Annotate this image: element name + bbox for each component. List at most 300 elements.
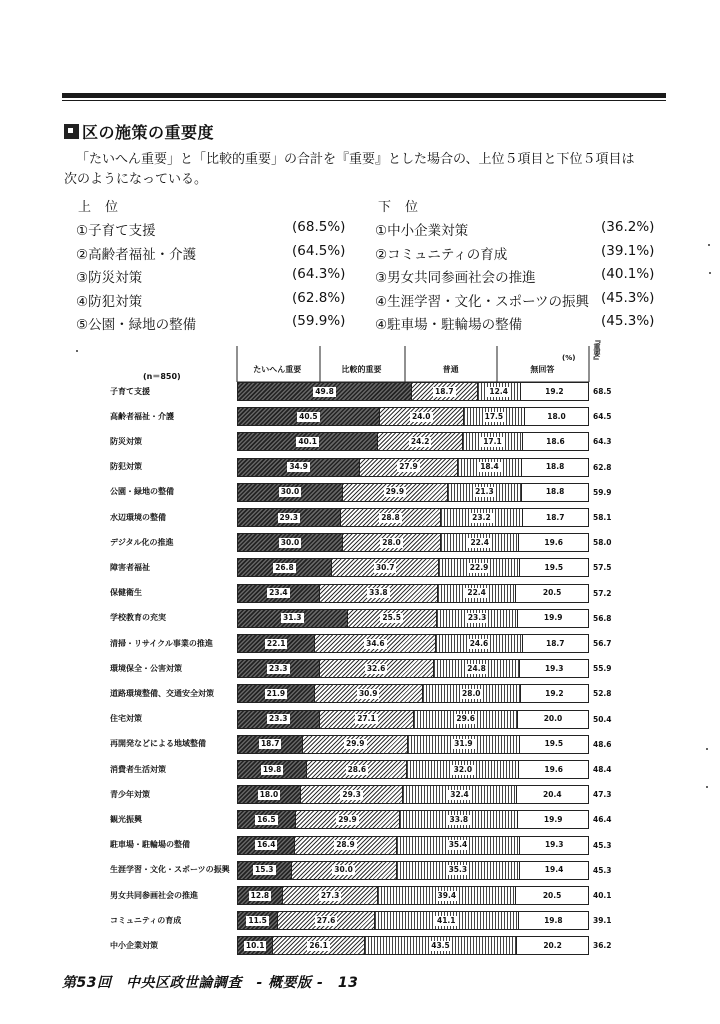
total-value: 45.3 <box>593 840 612 850</box>
value-label: 30.0 <box>280 537 300 547</box>
category-label: 男女共同参画社会の推進 <box>110 890 198 900</box>
chart-row <box>0 810 720 829</box>
value-label: 18.6 <box>546 436 565 446</box>
category-label: コミュニティの育成 <box>110 915 182 925</box>
stacked-bar <box>237 584 589 603</box>
total-value: 45.3 <box>593 865 612 875</box>
category-label: 清掃・リサイクル事業の推進 <box>110 638 213 648</box>
neutral-segment <box>400 811 518 828</box>
no-answer-segment <box>523 635 588 652</box>
value-label: 18.8 <box>545 462 565 472</box>
value-label: 19.2 <box>545 386 564 396</box>
value-label: 19.5 <box>544 562 564 572</box>
chart-row <box>0 785 720 804</box>
top-rank-item: ②高齢者福祉・介護 <box>76 246 197 263</box>
no-answer-segment <box>517 937 588 954</box>
value-label: 41.1 <box>437 915 456 925</box>
legend-label: 比較的重要 <box>341 365 382 374</box>
value-label: 24.8 <box>467 663 486 673</box>
total-value: 64.3 <box>593 437 612 447</box>
value-label: 49.8 <box>315 386 334 396</box>
total-value: 56.8 <box>593 613 612 623</box>
chart-row <box>0 684 720 703</box>
value-label: 18.4 <box>480 462 499 472</box>
category-label: 青少年対策 <box>110 789 150 799</box>
value-label: 28.0 <box>382 537 401 547</box>
fairly-important-segment <box>380 408 464 425</box>
fairly-important-segment <box>283 887 379 904</box>
value-label: 28.6 <box>347 764 367 774</box>
value-label: 18.7 <box>545 638 565 648</box>
section-title-text: 区の施策の重要度 <box>82 123 215 142</box>
total-value: 58.0 <box>593 538 612 548</box>
chart-row <box>0 432 720 451</box>
value-label: 29.9 <box>385 487 405 497</box>
bottom-heading: 下位 <box>378 200 433 215</box>
very-important-segment <box>238 610 348 627</box>
value-label: 20.0 <box>543 714 563 724</box>
value-label: 34.6 <box>366 638 385 648</box>
value-label: 22.9 <box>469 562 489 572</box>
neutral-segment <box>414 711 518 728</box>
value-label: 20.5 <box>542 588 562 598</box>
stacked-bar <box>237 861 589 880</box>
chart-row <box>0 760 720 779</box>
very-important-segment <box>238 862 292 879</box>
fairly-important-segment <box>296 811 401 828</box>
no-answer-segment <box>520 559 588 576</box>
value-label: 19.8 <box>544 915 563 925</box>
value-label: 40.5 <box>299 411 318 421</box>
neutral-segment <box>423 685 521 702</box>
chart-row <box>0 609 720 628</box>
legend-label: 普通 <box>442 365 459 374</box>
value-label: 16.5 <box>257 814 276 824</box>
no-answer-segment <box>519 912 588 929</box>
no-answer-segment <box>518 610 588 627</box>
value-label: 27.6 <box>316 915 336 925</box>
very-important-segment <box>238 559 332 576</box>
value-label: 16.4 <box>256 840 276 850</box>
value-label: 19.9 <box>543 814 563 824</box>
very-important-segment <box>238 786 301 803</box>
value-label: 17.5 <box>484 411 504 421</box>
stacked-bar <box>237 609 589 628</box>
unit-label: (%) <box>562 354 576 362</box>
neutral-segment <box>365 937 517 954</box>
no-answer-segment <box>521 383 588 400</box>
no-answer-segment <box>522 459 588 476</box>
very-important-segment <box>238 887 283 904</box>
value-label: 18.7 <box>545 512 565 522</box>
stacked-bar <box>237 911 589 930</box>
total-value: 50.4 <box>593 714 612 724</box>
top-rank-item: ①子育て支援 <box>76 223 156 239</box>
total-value: 59.9 <box>593 487 612 497</box>
chart-row <box>0 483 720 502</box>
stacked-bar <box>237 634 589 653</box>
chart-row <box>0 659 720 678</box>
fairly-important-segment <box>303 736 408 753</box>
total-value: 39.1 <box>593 916 612 926</box>
no-answer-segment <box>516 887 588 904</box>
category-label: 環境保全・公害対策 <box>110 663 182 673</box>
value-label: 23.2 <box>472 512 491 522</box>
very-important-segment <box>238 433 378 450</box>
value-label: 19.2 <box>545 688 564 698</box>
total-value: 46.4 <box>593 815 612 825</box>
value-label: 24.2 <box>410 436 430 446</box>
stacked-bar <box>237 886 589 905</box>
stacked-bar <box>237 458 589 477</box>
neutral-segment <box>437 610 519 627</box>
value-label: 32.4 <box>450 789 469 799</box>
fairly-important-segment <box>348 610 437 627</box>
stacked-bar <box>237 558 589 577</box>
category-label: 住宅対策 <box>110 714 142 724</box>
chart-row <box>0 584 720 603</box>
value-label: 31.9 <box>454 739 473 749</box>
bottom-rank-pct: (40.1%) <box>601 266 655 282</box>
very-important-segment <box>238 408 380 425</box>
value-label: 23.3 <box>269 663 288 673</box>
value-label: 18.0 <box>547 411 566 421</box>
chart-row <box>0 407 720 426</box>
top-rank-item: ④防犯対策 <box>76 293 143 310</box>
chart-row <box>0 710 720 729</box>
chart-row <box>0 458 720 477</box>
category-label: 障害者福祉 <box>110 562 150 572</box>
stacked-bar <box>237 432 589 451</box>
no-answer-segment <box>516 585 588 602</box>
value-label: 32.6 <box>366 663 386 673</box>
category-label: 学校教育の充実 <box>110 613 166 623</box>
bottom-rank-pct: (45.3%) <box>601 289 655 306</box>
value-label: 27.9 <box>399 462 418 472</box>
fairly-important-segment <box>295 837 396 854</box>
bottom-rank-item: ③男女共同参画社会の推進 <box>375 270 536 286</box>
value-label: 18.7 <box>260 739 280 749</box>
value-label: 20.2 <box>543 940 562 950</box>
very-important-segment <box>238 459 360 476</box>
value-label: 22.4 <box>470 537 489 547</box>
value-label: 29.3 <box>342 789 361 799</box>
no-answer-segment <box>520 862 588 879</box>
neutral-segment <box>441 534 519 551</box>
value-label: 20.5 <box>542 890 562 900</box>
fairly-important-segment <box>360 459 458 476</box>
no-answer-segment <box>517 786 588 803</box>
chart-row <box>0 558 720 577</box>
bottom-rank-pct: (36.2%) <box>601 219 655 235</box>
stacked-bar <box>237 810 589 829</box>
category-label: 中小企業対策 <box>110 940 158 950</box>
value-label: 34.9 <box>289 462 308 472</box>
value-label: 39.4 <box>437 890 457 900</box>
value-label: 21.9 <box>266 688 286 698</box>
top-rank-pct: (62.8%) <box>292 289 346 306</box>
intro-line-2: 次のようになっている。 <box>64 172 208 187</box>
neutral-segment <box>439 559 519 576</box>
total-value: 40.1 <box>593 891 612 900</box>
very-important-segment <box>238 635 315 652</box>
intro-line-1: 「たいへん重要」と「比較的重要」の合計を『重要』とした場合の、上位５項目と下位５項目は <box>76 152 635 167</box>
value-label: 24.6 <box>469 638 489 648</box>
category-label: 水辺環境の整備 <box>110 512 166 522</box>
page-footer: 第53回 中央区政世論調査 - 概要版 - 13 <box>62 975 359 991</box>
category-label: 保健衛生 <box>110 588 142 598</box>
total-value: 64.5 <box>593 412 612 422</box>
chart-row <box>0 533 720 552</box>
value-label: 18.0 <box>259 789 279 799</box>
neutral-segment <box>434 660 521 677</box>
value-label: 17.1 <box>483 436 502 446</box>
scan-speck <box>706 786 708 788</box>
value-label: 25.5 <box>382 613 401 623</box>
category-label: デジタル化の推進 <box>110 537 174 547</box>
category-label: 観光振興 <box>110 814 142 824</box>
category-label: 公園・緑地の整備 <box>110 487 174 497</box>
stacked-bar <box>237 735 589 754</box>
top-rank-pct: (64.5%) <box>292 242 346 259</box>
total-value: 57.5 <box>593 563 612 573</box>
very-important-segment <box>238 484 343 501</box>
value-label: 26.8 <box>275 562 294 572</box>
total-value: 36.2 <box>593 941 612 951</box>
value-label: 20.4 <box>543 789 562 799</box>
value-label: 27.1 <box>357 714 376 724</box>
no-answer-segment <box>519 761 588 778</box>
fairly-important-segment <box>343 484 448 501</box>
very-important-segment <box>238 509 341 526</box>
value-label: 22.4 <box>467 588 486 598</box>
value-label: 19.8 <box>262 764 282 774</box>
no-answer-segment <box>525 408 588 425</box>
top-rank-pct: (64.3%) <box>292 266 346 282</box>
fairly-important-segment <box>301 786 403 803</box>
stacked-bar <box>237 710 589 729</box>
value-label: 19.9 <box>543 613 563 623</box>
value-label: 12.8 <box>250 890 270 900</box>
fairly-important-segment <box>315 685 423 702</box>
neutral-segment <box>407 761 519 778</box>
value-label: 33.8 <box>449 814 469 824</box>
very-important-segment <box>238 585 320 602</box>
fairly-important-segment <box>332 559 440 576</box>
no-answer-segment <box>520 660 588 677</box>
chart-row <box>0 836 720 855</box>
bottom-rank-pct: (45.3%) <box>601 313 655 329</box>
value-label: 29.3 <box>279 512 299 522</box>
total-value: 52.8 <box>593 689 612 699</box>
neutral-segment <box>403 786 516 803</box>
stacked-bar <box>237 760 589 779</box>
scan-speck <box>708 244 710 246</box>
no-answer-segment <box>519 534 588 551</box>
bottom-rank-pct: (39.1%) <box>601 242 655 259</box>
scan-speck <box>76 350 78 352</box>
scan-speck <box>706 748 708 750</box>
stacked-bar <box>237 407 589 426</box>
value-label: 19.5 <box>544 739 564 749</box>
neutral-segment <box>436 635 522 652</box>
neutral-segment <box>441 509 522 526</box>
value-label: 28.9 <box>336 840 355 850</box>
very-important-segment <box>238 937 273 954</box>
legend-label: 無回答 <box>530 365 555 374</box>
value-label: 19.4 <box>544 865 564 875</box>
neutral-segment <box>438 585 516 602</box>
bottom-rank-item: ①中小企業対策 <box>375 223 469 239</box>
fairly-important-segment <box>320 711 415 728</box>
chart-row <box>0 382 720 401</box>
neutral-segment <box>458 459 522 476</box>
top-rank-pct: (59.9%) <box>292 313 346 329</box>
very-important-segment <box>238 685 315 702</box>
category-label: 道路環境整備、交通安全対策 <box>110 688 214 698</box>
category-label: 高齢者福祉・介護 <box>110 411 174 421</box>
value-label: 11.5 <box>248 915 267 925</box>
value-label: 28.8 <box>381 512 400 522</box>
value-label: 30.0 <box>280 487 300 497</box>
value-label: 28.0 <box>462 688 481 698</box>
very-important-segment <box>238 383 412 400</box>
stacked-bar <box>237 836 589 855</box>
fairly-important-segment <box>412 383 477 400</box>
value-label: 35.3 <box>448 865 468 875</box>
value-label: 31.3 <box>283 613 302 623</box>
fairly-important-segment <box>320 585 438 602</box>
value-label: 19.6 <box>544 537 563 547</box>
stacked-bar <box>237 508 589 527</box>
value-label: 43.5 <box>431 940 450 950</box>
total-value: 62.8 <box>593 462 612 472</box>
sample-size-label: (n＝850) <box>143 372 181 381</box>
scan-speck <box>709 272 711 274</box>
top-rank-item: ⑤公園・緑地の整備 <box>76 317 197 333</box>
chart-row <box>0 936 720 955</box>
category-label: 防災対策 <box>110 436 142 446</box>
no-answer-segment <box>522 484 588 501</box>
category-label: 駐車場・駐輪場の整備 <box>110 840 190 850</box>
very-important-segment <box>238 660 320 677</box>
neutral-segment <box>378 887 516 904</box>
value-label: 12.4 <box>489 386 508 396</box>
category-label: 生涯学習・文化・スポーツの振興 <box>110 865 230 875</box>
value-label: 30.7 <box>375 562 395 572</box>
category-label: 再開発などによる地域整備 <box>110 739 206 749</box>
value-label: 19.3 <box>544 840 564 850</box>
top-heading: 上位 <box>78 200 133 215</box>
fairly-important-segment <box>307 761 407 778</box>
chart-row <box>0 735 720 754</box>
very-important-segment <box>238 837 295 854</box>
total-value: 47.3 <box>593 790 612 800</box>
fairly-important-segment <box>341 509 442 526</box>
value-label: 18.8 <box>545 487 565 497</box>
chart-row <box>0 508 720 527</box>
fairly-important-segment <box>320 660 434 677</box>
bottom-rank-item: ④生涯学習・文化・スポーツの振興 <box>375 293 590 310</box>
fairly-important-segment <box>278 912 375 929</box>
value-label: 23.3 <box>467 613 487 623</box>
very-important-segment <box>238 736 303 753</box>
very-important-segment <box>238 811 296 828</box>
value-label: 30.0 <box>334 865 353 875</box>
fairly-important-segment <box>378 433 463 450</box>
very-important-segment <box>238 711 320 728</box>
neutral-segment <box>463 433 523 450</box>
stacked-bar <box>237 785 589 804</box>
neutral-segment <box>397 837 521 854</box>
neutral-segment <box>448 484 523 501</box>
fairly-important-segment <box>273 937 364 954</box>
no-answer-segment <box>521 685 588 702</box>
legend-label: たいへん重要 <box>253 365 302 374</box>
value-label: 29.9 <box>338 814 357 824</box>
top-rank-pct: (68.5%) <box>292 219 346 235</box>
chart-row <box>0 634 720 653</box>
neutral-segment <box>375 912 519 929</box>
no-answer-segment <box>518 711 588 728</box>
no-answer-segment <box>520 736 588 753</box>
value-label: 27.3 <box>320 890 340 900</box>
very-important-segment <box>238 761 307 778</box>
chart-row <box>0 886 720 905</box>
value-label: 21.3 <box>475 487 494 497</box>
neutral-segment <box>408 736 520 753</box>
no-answer-segment <box>523 509 588 526</box>
stacked-bar <box>237 936 589 955</box>
total-value: 48.4 <box>593 765 612 774</box>
stacked-bar <box>237 382 589 401</box>
neutral-segment <box>397 862 521 879</box>
stacked-bar <box>237 684 589 703</box>
value-label: 23.4 <box>269 588 288 598</box>
total-column-label: 『重要』 <box>593 336 601 364</box>
no-answer-segment <box>518 811 588 828</box>
stacked-bar <box>237 533 589 552</box>
value-label: 15.3 <box>255 865 274 875</box>
fairly-important-segment <box>292 862 397 879</box>
value-label: 29.9 <box>346 739 365 749</box>
category-label: 消費者生活対策 <box>110 764 166 774</box>
value-label: 40.1 <box>298 436 317 446</box>
fairly-important-segment <box>315 635 436 652</box>
value-label: 22.1 <box>266 638 286 648</box>
bottom-rank-item: ④駐車場・駐輪場の整備 <box>375 317 523 333</box>
value-label: 29.6 <box>456 714 475 724</box>
category-label: 子育て支援 <box>110 386 150 396</box>
fairly-important-segment <box>343 534 441 551</box>
bottom-rank-item: ②コミュニティの育成 <box>375 246 508 263</box>
total-value: 55.9 <box>593 664 612 674</box>
chart-row <box>0 861 720 880</box>
value-label: 19.6 <box>544 764 563 774</box>
stacked-bar <box>237 483 589 502</box>
value-label: 30.9 <box>358 688 378 698</box>
very-important-segment <box>238 912 278 929</box>
value-label: 23.3 <box>269 714 288 724</box>
total-value: 48.6 <box>593 739 612 749</box>
value-label: 35.4 <box>448 840 468 850</box>
chart-row <box>0 911 720 930</box>
value-label: 32.0 <box>453 764 473 774</box>
value-label: 10.1 <box>245 940 265 950</box>
stacked-bar <box>237 659 589 678</box>
value-label: 24.0 <box>411 411 431 421</box>
total-value: 56.7 <box>593 639 612 648</box>
